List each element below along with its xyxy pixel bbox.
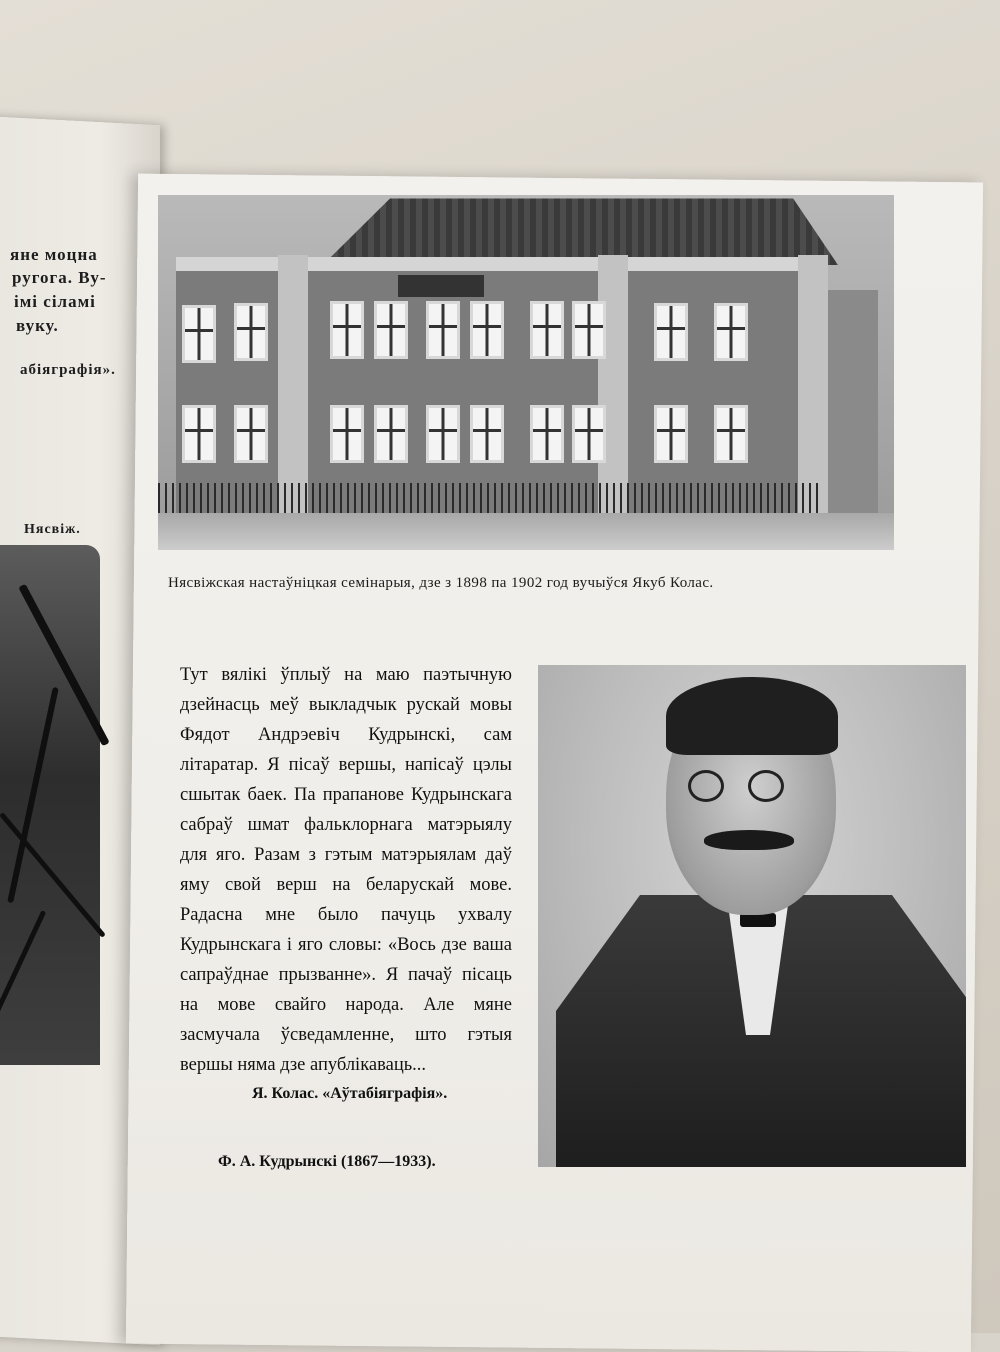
window: [714, 405, 748, 463]
window: [182, 305, 216, 363]
left-page-photo: [0, 545, 100, 1065]
left-page-text-line: ругога. Ву-: [12, 268, 107, 287]
quote-attribution: Я. Колас. «Аўтабіяграфія».: [252, 1085, 448, 1102]
window: [426, 405, 460, 463]
left-page-text-line: Нясвіж.: [24, 522, 81, 537]
left-page-text-line: абіяграфія».: [20, 362, 116, 378]
hair: [666, 677, 838, 755]
quote-paragraph: Тут вялікі ўплыў на маю паэтычную дзейнасць меў выкладчык рускай мовы Фядот Андрэевіч Кудрынскі, сам літаратар. Я пісаў вершы, напісаў цэлы сшытак баек. Па прапанове Кудрынскага сабраў шмат фальклорнага матэрыялу для яго. Разам з гэтым матэрыялам даў яму свой верш на беларускай мове. Радасна мне было пачуць ухвалу Кудрынскага і яго словы: «Вось дзе ваша сапраўднае прызванне». Я пачаў пісаць на мове свайго народа. Але мяне засмучала ўсведамленне, што гэтыя вершы няма дзе апублікаваць...: [180, 665, 512, 1075]
window: [470, 405, 504, 463]
window: [530, 405, 564, 463]
cornice: [176, 257, 826, 271]
window: [330, 405, 364, 463]
left-page-text-line: вуку.: [16, 316, 59, 335]
fence: [158, 483, 818, 513]
window: [234, 303, 268, 361]
bow-tie: [740, 913, 776, 927]
seminary-photo-caption: Нясвіжская настаўніцкая семінарыя, дзе з 1898 па 1902 год вучыўся Якуб Колас.: [168, 575, 714, 591]
roof: [278, 195, 838, 265]
mustache: [704, 830, 794, 850]
portrait-photo: [538, 665, 966, 1167]
glasses-lens: [748, 770, 784, 802]
window: [714, 303, 748, 361]
left-page-text-line: яне моцна: [10, 245, 98, 264]
quote-text: [180, 660, 512, 1080]
window: [330, 301, 364, 359]
left-page-text-line: імі сіламі: [14, 292, 96, 311]
window: [572, 301, 606, 359]
window: [530, 301, 564, 359]
portrait-caption: Ф. А. Кудрынскі (1867—1933).: [218, 1153, 436, 1170]
window: [234, 405, 268, 463]
window: [654, 405, 688, 463]
glasses-lens: [688, 770, 724, 802]
window: [182, 405, 216, 463]
building-sign: [398, 275, 484, 297]
street: [158, 513, 894, 550]
window: [374, 405, 408, 463]
seminary-photo: [158, 195, 894, 550]
window: [654, 303, 688, 361]
window: [572, 405, 606, 463]
window: [470, 301, 504, 359]
window: [374, 301, 408, 359]
window: [426, 301, 460, 359]
